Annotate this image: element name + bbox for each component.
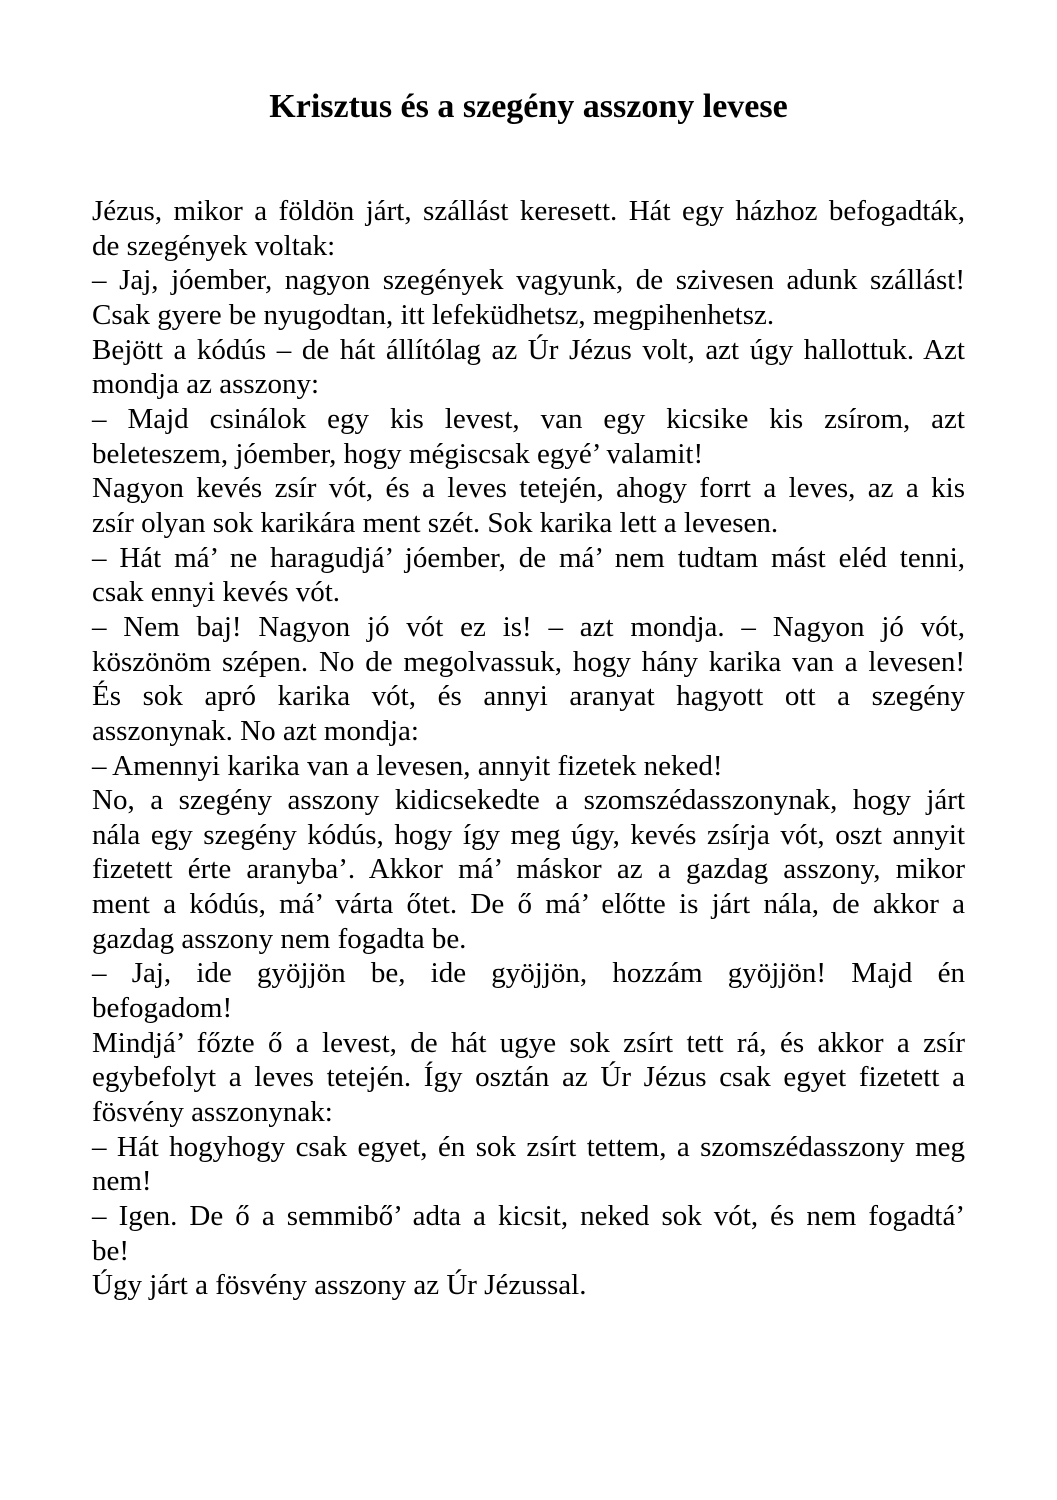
text-line: Úgy járt a fösvény asszony az Úr Jézussal. [92,1269,587,1302]
text-line: No, a szegény asszony kidicsekedte a szomszédasszonynak, hogy járt [92,784,965,817]
text-line: fösvény asszonynak: [92,1096,333,1129]
text-line: Csak gyere be nyugodtan, itt lefeküdhetsz, megpihenhetsz. [92,298,775,331]
text-line: Mindjá’ főzte ő a levest, de hát ugye sok zsírt tett rá, és akkor a zsír [92,1026,965,1059]
text-line: Bejött a kódús – de hát állítólag az Úr Jézus volt, azt úgy hallottuk. Azt [92,333,965,366]
text-line: fizetett érte aranyba’. Akkor má’ máskor az a gazdag asszony, mikor [92,853,965,886]
document-title: Krisztus és a szegény asszony levese [269,88,788,125]
text-line: beleteszem, jóember, hogy mégiscsak egyé’ valamit! [92,437,704,470]
text-line: be! [92,1234,130,1267]
text-line: És sok apró karika vót, és annyi aranyat hagyott ott a szegény [92,680,965,713]
text-line: befogadom! [92,992,233,1025]
document-body [92,194,965,1303]
text-line: – Igen. De ő a semmibő’ adta a kicsit, neked sok vót, és nem fogadtá’ [92,1200,965,1233]
text-line: nem! [92,1165,152,1198]
text-line: – Hát hogyhogy csak egyet, én sok zsírt tettem, a szomszédasszony meg [92,1130,965,1163]
text-line: gazdag asszony nem fogadta be. [92,922,467,955]
text-line: asszonynak. No azt mondja: [92,714,419,747]
text-line: de szegények voltak: [92,229,336,262]
text-line: mondja az asszony: [92,368,320,401]
text-line: nála egy szegény kódús, hogy így meg úgy, kevés zsírja vót, oszt annyit [92,818,965,851]
text-line: – Jaj, ide gyöjjön be, ide gyöjjön, hozzám gyöjjön! Majd én [92,957,965,990]
text-line: – Nem baj! Nagyon jó vót ez is! – azt mondja. – Nagyon jó vót, [92,610,965,643]
text-line: ment a kódús, má’ várta őtet. De ő má’ előtte is járt nála, de akkor a [92,888,965,921]
text-line: – Majd csinálok egy kis levest, van egy kicsike kis zsírom, azt [92,402,965,435]
text-line: köszönöm szépen. No de megolvassuk, hogy hány karika van a levesen! [92,645,965,678]
text-line: – Jaj, jóember, nagyon szegények vagyunk, de szivesen adunk szállást! [92,264,965,297]
text-line: – Amennyi karika van a levesen, annyit fizetek neked! [92,749,723,782]
text-line: csak ennyi kevés vót. [92,576,341,609]
text-line: egybefolyt a leves tetején. Így osztán az Úr Jézus csak egyet fizetett a [92,1061,965,1094]
text-line: Nagyon kevés zsír vót, és a leves tetején, ahogy forrt a leves, az a kis [92,472,965,505]
text-line: – Hát má’ ne haragudjá’ jóember, de má’ nem tudtam mást eléd tenni, [92,541,965,574]
text-line: zsír olyan sok karikára ment szét. Sok karika lett a levesen. [92,506,779,539]
text-line: Jézus, mikor a földön járt, szállást keresett. Hát egy házhoz befogadták, [92,195,965,227]
